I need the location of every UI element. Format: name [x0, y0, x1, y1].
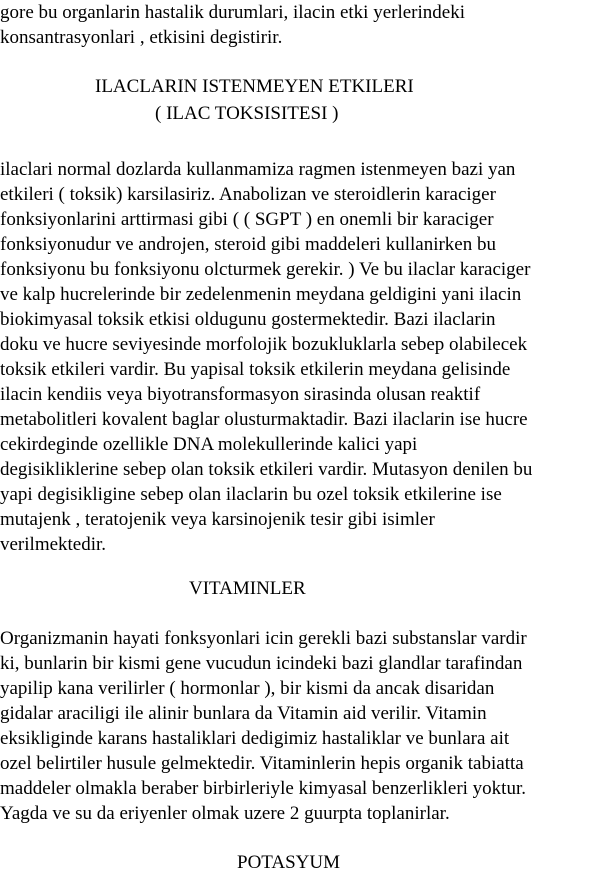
- text-line: ilacin kendiis veya biyotransformasyon sirasinda olusan reaktif: [0, 384, 481, 405]
- text-line: etkileri ( toksik) karsilasiriz. Anabolizan ve steroidlerin karaciger: [0, 184, 496, 205]
- text-line: yapilip kana verilirler ( hormonlar ), bir kismi da ancak disaridan: [0, 678, 495, 699]
- text-line: gore bu organlarin hastalik durumlari, ilacin etki yerlerindeki: [0, 2, 465, 23]
- text-line: fonksiyonlarini arttirmasi gibi ( ( SGPT ) en onemli bir karaciger: [0, 209, 494, 230]
- text-line: Yagda ve su da eriyenler olmak uzere 2 guurpta toplanirlar.: [0, 803, 450, 824]
- text-line: metabolitleri kovalent baglar olusturmaktadir. Bazi ilaclarin ise hucre: [0, 409, 528, 430]
- text-line: ve kalp hucrelerinde bir zedelenmenin meydana geldigini yani ilacin: [0, 284, 522, 305]
- vitamins-paragraph: [0, 626, 606, 826]
- text-line: verilmektedir.: [0, 534, 107, 555]
- intro-paragraph: [0, 0, 606, 50]
- section-heading-potasyum: POTASYUM: [237, 852, 340, 873]
- text-line: ki, bunlarin bir kismi gene vucudun icindeki bazi glandlar tarafindan: [0, 653, 523, 674]
- text-line: cekirdeginde ozellikle DNA molekullerinde kalici yapi: [0, 434, 418, 455]
- text-line: gidalar araciligi ile alinir bunlara da Vitamin aid verilir. Vitamin: [0, 703, 487, 724]
- text-line: mutajenk , teratojenik veya karsinojenik tesir gibi isimler: [0, 509, 435, 530]
- text-line: biokimyasal toksik etkisi oldugunu gostermektedir. Bazi ilaclarin: [0, 309, 496, 330]
- text-line: ilaclari normal dozlarda kullanmamiza ragmen istenmeyen bazi yan: [0, 159, 516, 180]
- text-line: ozel belirtiler husule gelmektedir. Vitaminlerin hepis organik tabiatta: [0, 753, 524, 774]
- section-heading-ilac-toksisitesi-line1: ILACLARIN ISTENMEYEN ETKILERI: [95, 76, 414, 97]
- toxicity-paragraph: [0, 157, 606, 557]
- text-line: toksik etkileri vardir. Bu yapisal toksik etkilerin meydana gelisinde: [0, 359, 511, 380]
- text-line: fonksiyonudur ve androjen, steroid gibi maddeleri kullanirken bu: [0, 234, 496, 255]
- section-heading-vitaminler: VITAMINLER: [189, 578, 306, 599]
- text-line: fonksiyonu bu fonksiyonu olcturmek gerekir. ) Ve bu ilaclar karaciger: [0, 259, 531, 280]
- text-line: yapi degisikligine sebep olan ilaclarin bu ozel toksik etkilerine ise: [0, 484, 502, 505]
- text-line: maddeler olmakla beraber birbirleriyle kimyasal benzerlikleri yoktur.: [0, 778, 526, 799]
- text-line: Organizmanin hayati fonksyonlari icin gerekli bazi substanslar vardir: [0, 628, 527, 649]
- section-heading-ilac-toksisitesi-line2: ( ILAC TOKSISITESI ): [155, 103, 339, 124]
- text-line: eksikliginde karans hastaliklari dedigimiz hastaliklar ve bunlara ait: [0, 728, 510, 749]
- text-line: doku ve hucre seviyesinde morfolojik bozukluklarla sebep olabilecek: [0, 334, 528, 355]
- text-line: degisikliklerine sebep olan toksik etkileri vardir. Mutasyon denilen bu: [0, 459, 533, 480]
- text-line: konsantrasyonlari , etkisini degistirir.: [0, 27, 283, 48]
